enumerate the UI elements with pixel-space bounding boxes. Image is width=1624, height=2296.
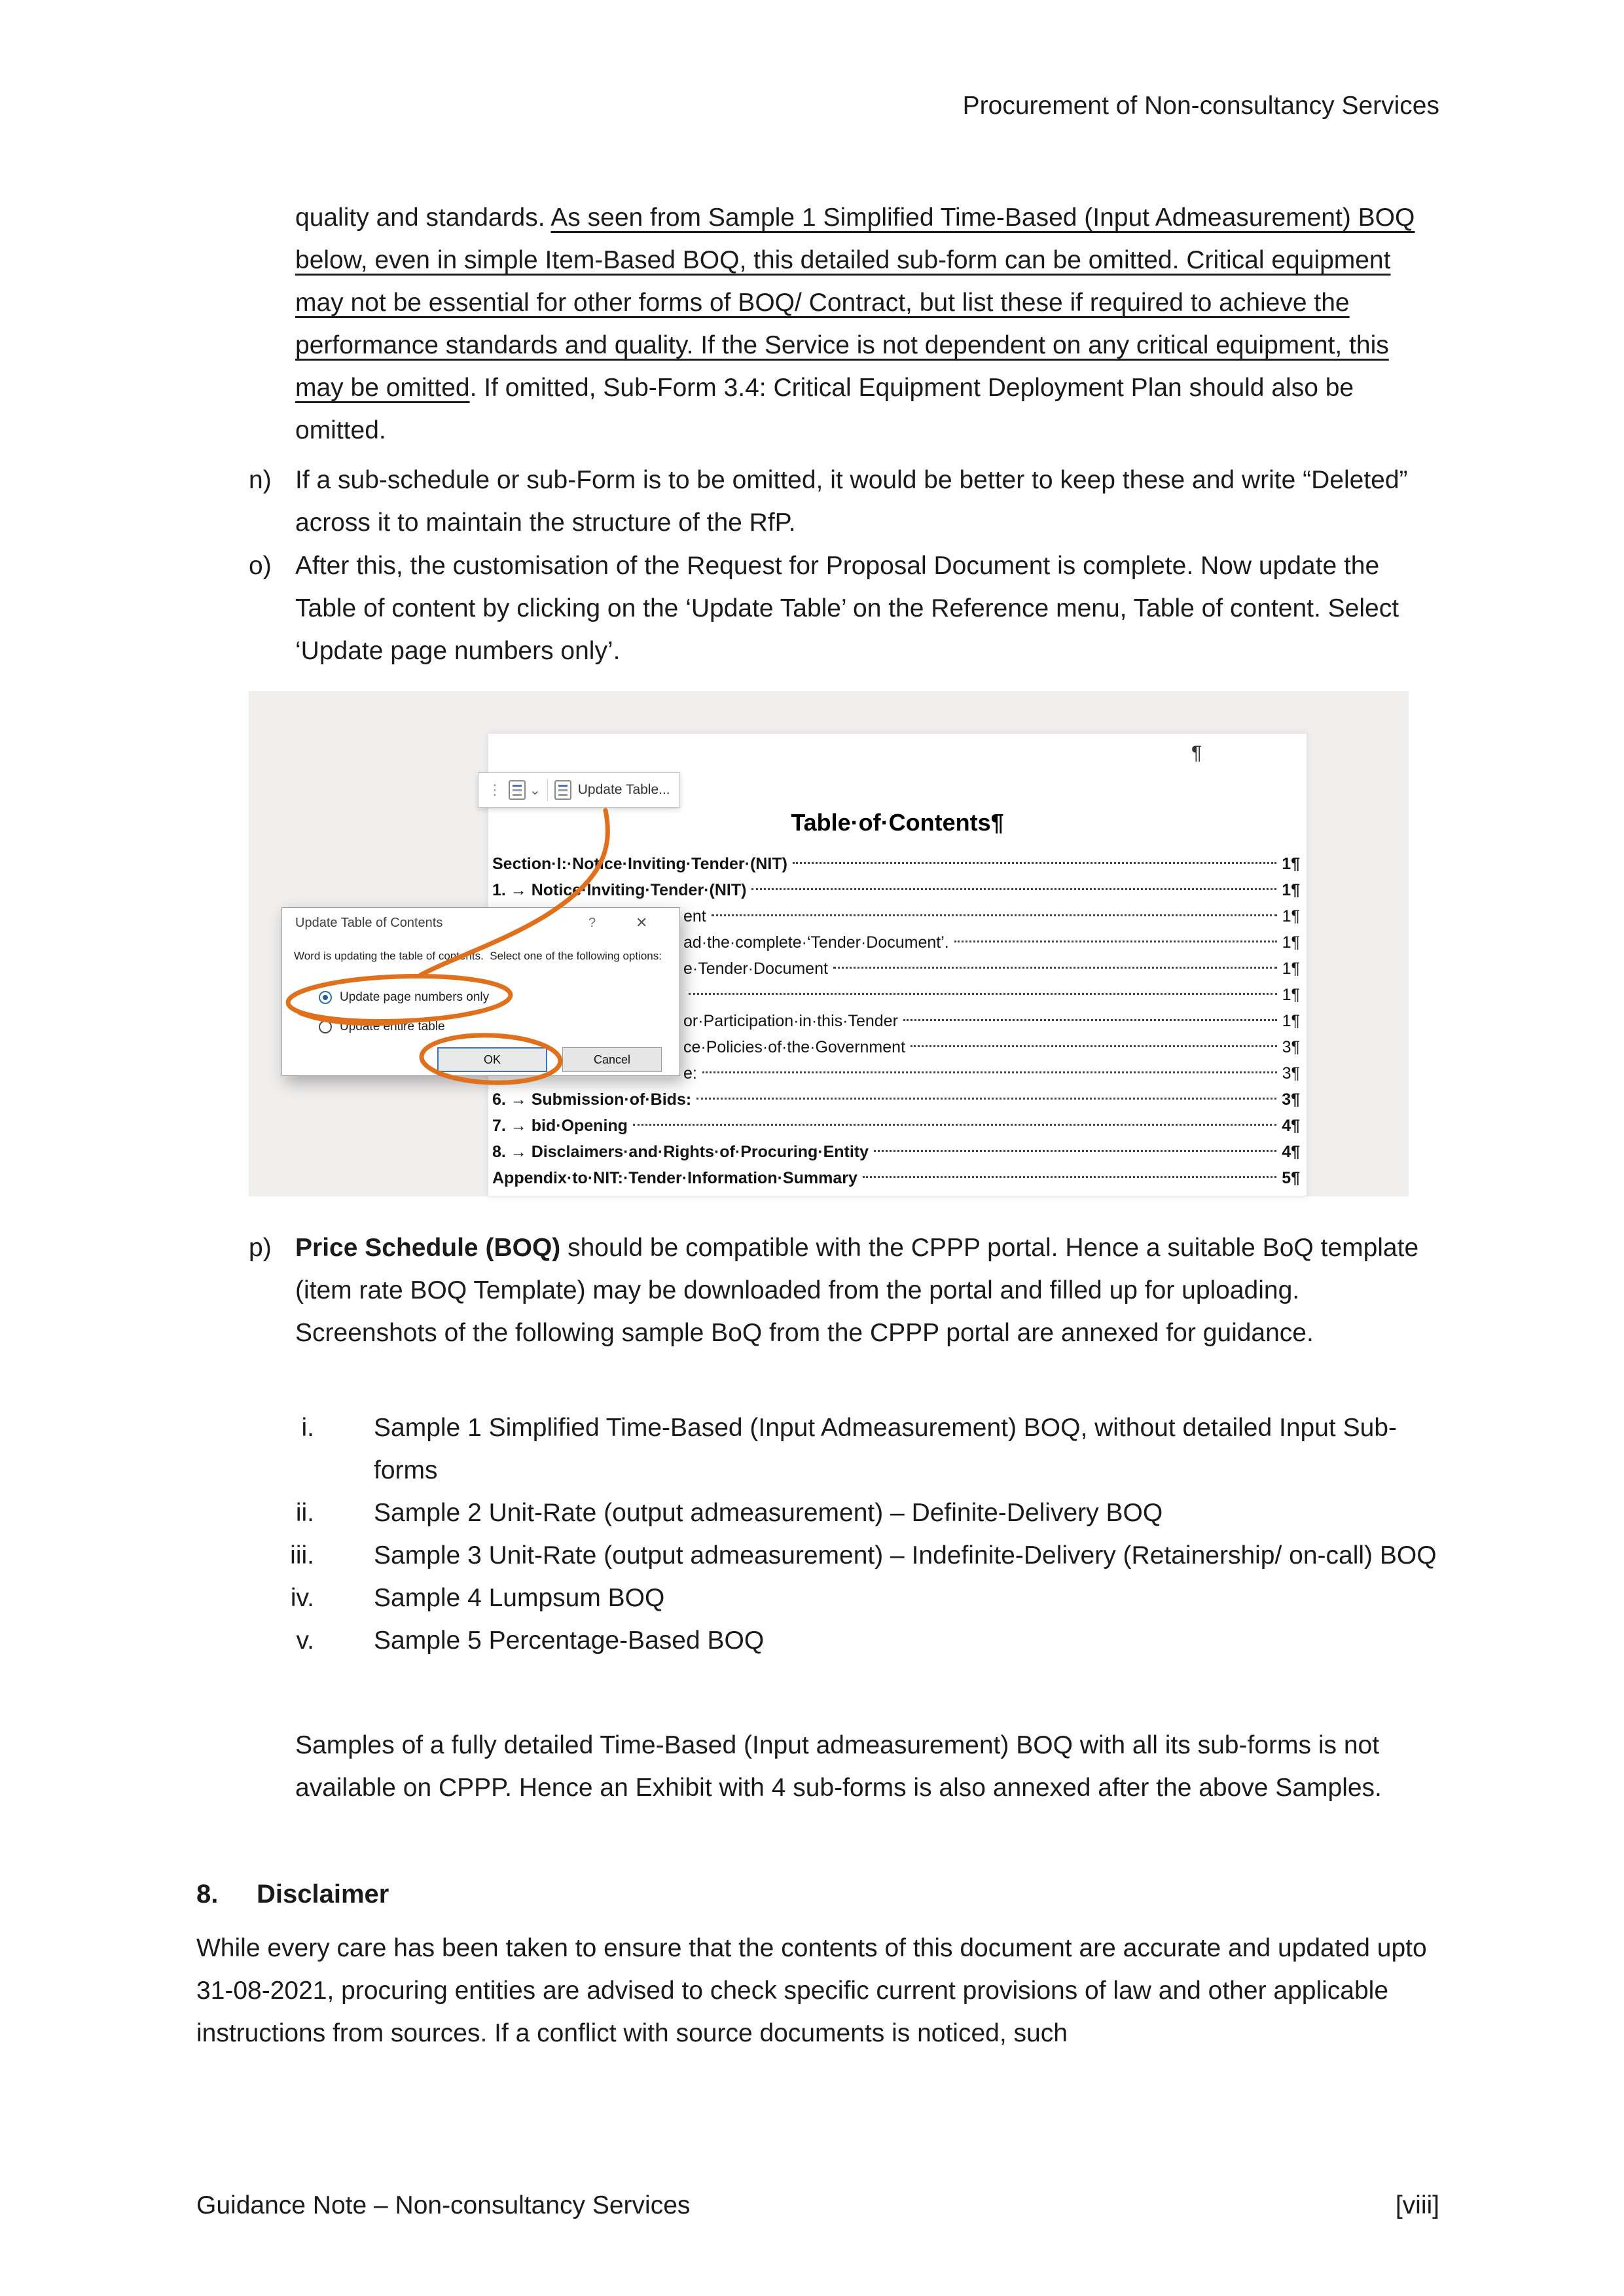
list-marker: n): [249, 466, 272, 494]
toc-entry-text: 8. → Disclaimers·and·Rights·of·Procuring·Entity: [492, 1143, 869, 1161]
list-item-n: [249, 459, 1444, 544]
disclaimer-paragraph: While every care has been taken to ensure that the contents of this document are accurate and updated upto 31-08-2021, procuring entities are advised to check specific current provisions of law and other applicable instructions from sources. If a conflict with source documents is noticed, such: [196, 1934, 1427, 2047]
radio-label: Update page numbers only: [340, 990, 490, 1004]
dot-leader: [751, 888, 1276, 890]
toc-page-number: 4¶: [1282, 1143, 1300, 1161]
toc-page-number: 3¶: [1282, 1038, 1300, 1056]
footer-page-number: [viii]: [1395, 2191, 1439, 2219]
list-item-text: Sample 3 Unit-Rate (output admeasurement) – Indefinite-Delivery (Retainership/ on-call) BOQ: [374, 1541, 1437, 1570]
list-item-p: [249, 1227, 1444, 1354]
toc-entry[interactable]: [492, 851, 1300, 877]
list-item: [249, 1407, 1439, 1492]
help-icon[interactable]: ?: [588, 916, 596, 930]
toc-entry-text: ad·the·complete·‘Tender·Document’.: [683, 933, 949, 952]
drag-handle-icon: ⋮: [488, 781, 502, 798]
toolbar-divider: [547, 779, 548, 801]
toc-page-number: 1¶: [1282, 1012, 1300, 1030]
dot-leader: [833, 967, 1277, 969]
toc-page-number: 4¶: [1282, 1117, 1300, 1135]
list-item-text: Sample 1 Simplified Time-Based (Input Admeasurement) BOQ, without detailed Input Sub-forms: [374, 1414, 1397, 1484]
toc-entry[interactable]: [492, 1165, 1300, 1191]
toc-entry[interactable]: [492, 877, 1300, 903]
toc-entry[interactable]: [492, 1113, 1300, 1139]
list-item-text: If a sub-schedule or sub-Form is to be omitted, it would be better to keep these and write “Deleted” across it to maintain the structure of the RfP.: [295, 466, 1408, 537]
list-item-text: Sample 5 Percentage-Based BOQ: [374, 1626, 765, 1655]
toc-title: Table·of·Contents¶: [791, 809, 1004, 836]
paragraph-tail: . If omitted, Sub-Form 3.4: Critical Equipment Deployment Plan should also be omitted.: [295, 374, 1354, 444]
dot-leader: [911, 1045, 1277, 1047]
toc-page-number: 3¶: [1282, 1064, 1300, 1083]
list-marker: iii.: [290, 1541, 314, 1570]
toc-entry[interactable]: [492, 1139, 1300, 1165]
samples-paragraph: Samples of a fully detailed Time-Based (Input admeasurement) BOQ with all its sub-forms is not available on CPPP. Hence an Exhibit with 4 sub-forms is also annexed after the above Samples.: [295, 1731, 1382, 1802]
toc-page-number: 1¶: [1282, 881, 1300, 899]
toc-page-number: 1¶: [1282, 855, 1300, 873]
list-item: [249, 1534, 1439, 1577]
cancel-button[interactable]: Cancel: [562, 1047, 662, 1072]
list-marker: iv.: [290, 1584, 314, 1612]
embedded-screenshot: [249, 691, 1409, 1196]
heading-title: Disclaimer: [257, 1880, 389, 1909]
heading-number: 8.: [196, 1880, 219, 1909]
toc-page-number: 1¶: [1282, 960, 1300, 978]
toc-page-number: 1¶: [1282, 907, 1300, 925]
disclaimer-heading: [196, 1880, 389, 1909]
toc-page-number: 1¶: [1282, 986, 1300, 1004]
toc-entry-text: 7. → bid·Opening: [492, 1117, 628, 1135]
list-item-text: Sample 2 Unit-Rate (output admeasurement) – Definite-Delivery BOQ: [374, 1499, 1163, 1527]
footer-left: Guidance Note – Non-consultancy Services: [196, 2191, 691, 2219]
dialog-title: Update Table of Contents: [295, 916, 443, 930]
pilcrow-mark: ¶: [1191, 742, 1202, 764]
price-schedule-text: should be compatible with the CPPP portal. Hence a suitable BoQ template (item rate BOQ Template) may be downloaded from the portal and filled up for uploading. Screenshots of the following sample BoQ from the CPPP portal are annexed for guidance.: [295, 1234, 1419, 1347]
update-table-button[interactable]: Update Table...: [577, 782, 670, 797]
price-schedule-bold: Price Schedule (BOQ): [295, 1234, 561, 1262]
radio-update-page-numbers[interactable]: [319, 990, 489, 1005]
list-item: [249, 1577, 1439, 1619]
toc-entry-text: e·Tender·Document: [683, 960, 828, 978]
list-item-o: [249, 545, 1444, 672]
toc-entry[interactable]: [492, 1086, 1300, 1113]
dialog-message: Word is updating the table of contents. Select one of the following options:: [294, 950, 662, 962]
toc-entry-text: Appendix·to·NIT:·Tender·Information·Summary: [492, 1169, 857, 1187]
paragraph-lead: quality and standards.: [295, 204, 551, 232]
toc-entry-text: Section·I:·Notice·Inviting·Tender·(NIT): [492, 855, 787, 873]
list-marker: o): [249, 552, 272, 580]
toc-entry-text: or·Participation·in·this·Tender: [683, 1012, 898, 1030]
page-footer: [196, 2191, 1439, 2220]
radio-update-entire-table[interactable]: [319, 1020, 445, 1034]
radio-unselected-icon: [319, 1020, 332, 1033]
list-item-text: [295, 1227, 1444, 1354]
update-table-icon: [554, 780, 571, 800]
close-icon[interactable]: ✕: [636, 914, 648, 931]
list-marker: v.: [296, 1626, 314, 1655]
radio-selected-icon: [319, 991, 332, 1004]
document-icon[interactable]: [509, 780, 526, 800]
list-marker: ii.: [295, 1499, 314, 1527]
chevron-down-icon[interactable]: ⌄: [530, 783, 541, 798]
radio-label: Update entire table: [340, 1020, 445, 1033]
dot-leader: [903, 1019, 1277, 1021]
list-marker: i.: [301, 1414, 314, 1442]
toc-page-number: 1¶: [1282, 933, 1300, 952]
update-toc-dialog: [281, 907, 680, 1076]
dot-leader: [793, 862, 1276, 864]
toc-entry-text: 1. → Notice·Inviting·Tender·(NIT): [492, 881, 747, 899]
paragraph-underlined: As seen from Sample 1 Simplified Time-Based (Input Admeasurement) BOQ below, even in simple Item-Based BOQ, this detailed sub-form can be omitted. Critical equipment may not be essential for other forms of BOQ/ Contract, but list these if required to achieve the performance standards and quality. If the Service is not dependent on any critical equipment, this may be omitted: [295, 204, 1415, 402]
floating-toolbar: [478, 772, 680, 808]
toc-page-number: 3¶: [1282, 1090, 1300, 1109]
list-item-text: Sample 4 Lumpsum BOQ: [374, 1584, 665, 1612]
toc-entry-text: 6. → Submission·of·Bids:: [492, 1090, 692, 1109]
list-item: [249, 1492, 1439, 1534]
list-item: [249, 1619, 1439, 1662]
dot-leader: [874, 1150, 1276, 1152]
dot-leader: [712, 914, 1277, 916]
ok-button[interactable]: OK: [437, 1047, 547, 1072]
toc-entry-text: ce·Policies·of·the·Government: [683, 1038, 906, 1056]
roman-list: [249, 1407, 1439, 1662]
dot-leader: [702, 1071, 1277, 1073]
paragraph-critical-equipment: [295, 196, 1444, 452]
dot-leader: [633, 1124, 1276, 1126]
toc-entry-text: ent: [683, 907, 706, 925]
page-header: Procurement of Non-consultancy Services: [962, 92, 1439, 120]
list-item-text: After this, the customisation of the Request for Proposal Document is complete. Now update the Table of content by clicking on the ‘Update Table’ on the Reference menu, Table of content. Select ‘Update page numbers only’.: [295, 552, 1399, 665]
dot-leader: [689, 993, 1277, 995]
toc-entry-text: e:: [683, 1064, 697, 1083]
dot-leader: [954, 941, 1277, 942]
dot-leader: [696, 1098, 1276, 1100]
dot-leader: [863, 1176, 1276, 1178]
toc-page-number: 5¶: [1282, 1169, 1300, 1187]
list-marker: p): [249, 1234, 272, 1262]
